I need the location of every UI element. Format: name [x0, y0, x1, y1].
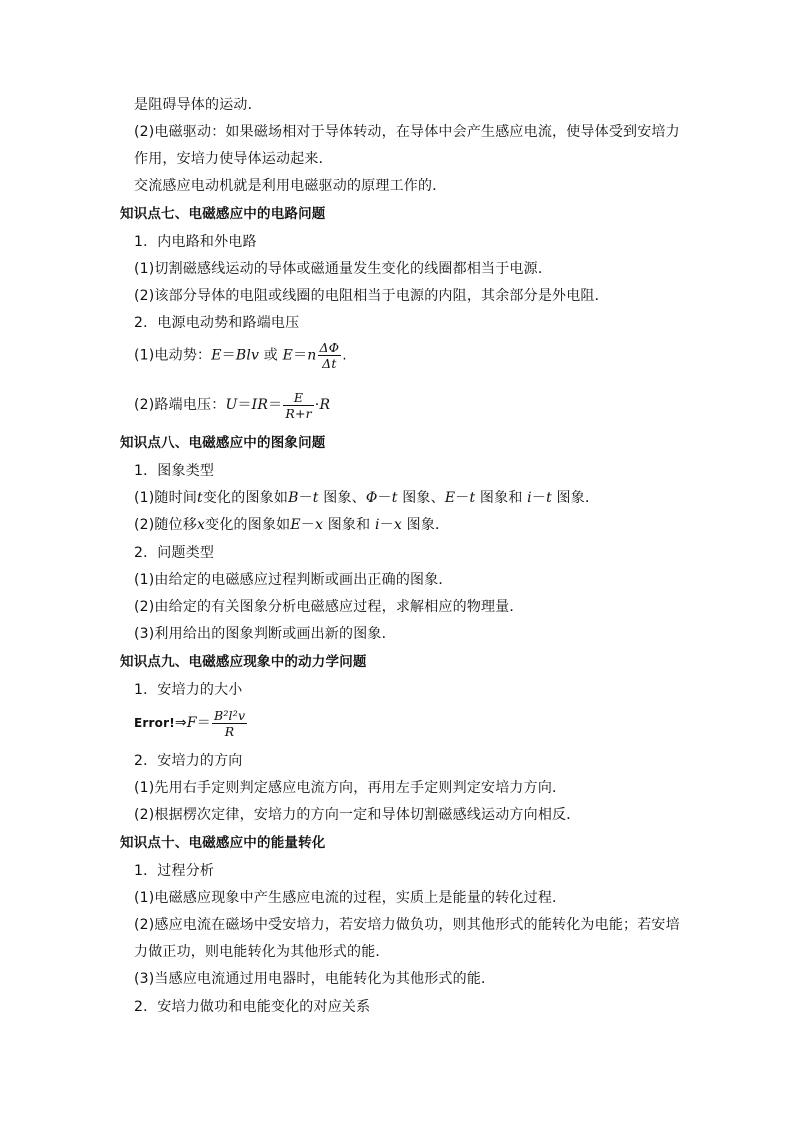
text-line: 交流感应电动机就是利用电磁驱动的原理工作的．	[134, 178, 447, 194]
subsection-title: 2．安培力的方向	[134, 753, 243, 769]
text-line: (2)该部分导体的电阻或线圈的电阻相当于电源的内阻，其余部分是外电阻．	[134, 288, 609, 304]
text-line: (3)当感应电流通过用电器时，电能转化为其他形式的能．	[134, 971, 496, 987]
text-line: 是阻碍导体的运动．	[134, 97, 262, 113]
subsection-title: 2．电源电动势和路端电压	[134, 315, 300, 331]
text-line: (1)随时间t变化的图象如B－t 图象、Φ－t 图象、E－t 图象和 i－t 图象．	[134, 490, 600, 506]
voltage-fraction: $\frac{E}{R+r}$	[285, 389, 312, 421]
text-line: (1)由给定的电磁感应过程判断或画出正确的图象．	[134, 572, 453, 588]
text-line: (3)利用给出的图象判断或画出新的图象．	[134, 626, 396, 642]
section-heading-7: 知识点七、电磁感应中的电路问题	[120, 206, 326, 222]
section-heading-10: 知识点十、电磁感应中的能量转化	[120, 835, 326, 851]
text-line: (2)感应电流在磁场中受安培力，若安培力做负功，则其他形式的能转化为电能；若安培	[134, 917, 680, 933]
force-formula-line: Error!⇒F＝ $\frac{\text{B²l²v}}{R}$	[134, 707, 246, 739]
subsection-title: 1．内电路和外电路	[134, 234, 257, 250]
text-line: 作用，安培力使导体运动起来．	[134, 151, 333, 167]
text-line: (2)根据楞次定律，安培力的方向一定和导体切割磁感线运动方向相反．	[134, 807, 581, 823]
subsection-title: 2．问题类型	[134, 545, 215, 561]
text-line: (2)随位移x变化的图象如E－x 图象和 i－x 图象．	[134, 517, 450, 533]
subsection-title: 1．图象类型	[134, 463, 215, 479]
section-heading-8: 知识点八、电磁感应中的图象问题	[120, 435, 326, 451]
text-line: 力做正功，则电能转化为其他形式的能．	[134, 944, 390, 960]
section-heading-9: 知识点九、电磁感应现象中的动力学问题	[120, 654, 367, 670]
force-fraction: $\frac{\text{B²l²v}}{R}$	[213, 707, 246, 739]
emf-fraction: $\frac{\Delta\Phi}{\Delta t}$	[319, 340, 340, 371]
text-line: (1)切割磁感线运动的导体或磁通量发生变化的线圈都相当于电源．	[134, 261, 553, 277]
subsection-title: 2．安培力做功和电能变化的对应关系	[134, 999, 371, 1015]
subsection-title: 1．过程分析	[134, 863, 215, 879]
text-line: (1)先用右手定则判定感应电流方向，再用左手定则判定安培力方向．	[134, 780, 567, 796]
subsection-title: 1．安培力的大小	[134, 682, 243, 698]
error-text: Error!	[134, 716, 175, 730]
voltage-formula-line: (2)路端电压：U＝IR＝ $\frac{E}{R+r}$ ·R	[134, 389, 331, 421]
text-line: (2)电磁驱动：如果磁场相对于导体转动，在导体中会产生感应电流，使导体受到安培力	[134, 124, 680, 140]
text-line: (2)由给定的有关图象分析电磁感应过程，求解相应的物理量．	[134, 599, 524, 615]
text-line: (1)电磁感应现象中产生感应电流的过程，实质上是能量的转化过程．	[134, 890, 567, 906]
emf-formula-line: (1)电动势：E＝Blv 或 E＝n $\frac{\Delta\Phi}{\Delta t}$ .	[134, 340, 347, 371]
